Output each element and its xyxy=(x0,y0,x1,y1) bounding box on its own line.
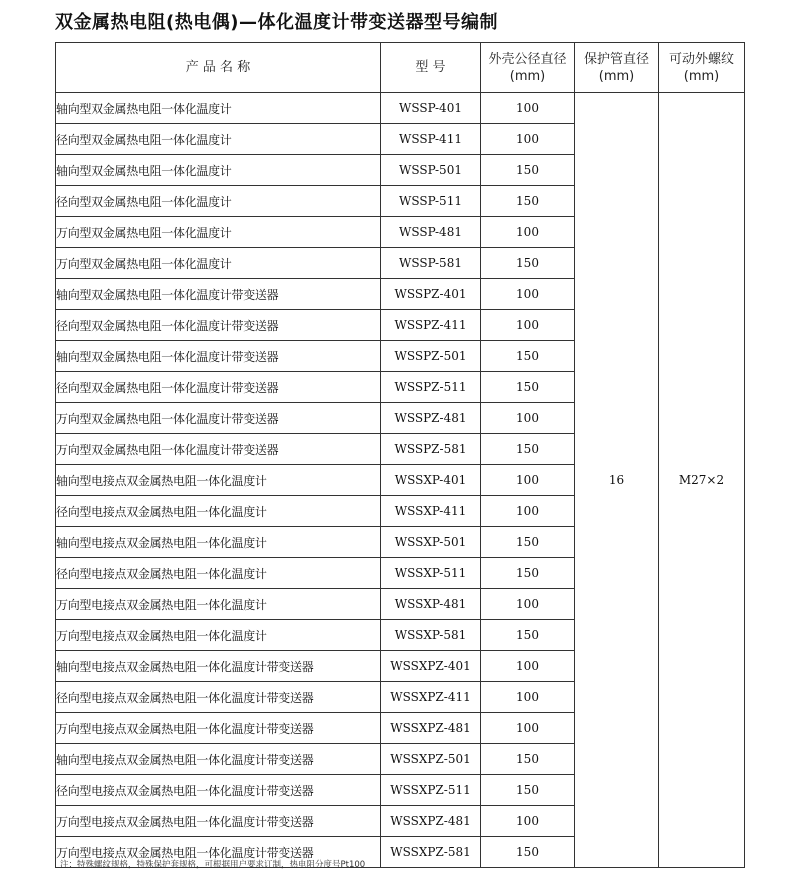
header-tube-diameter xyxy=(575,43,659,93)
product-name-cell: 万向型电接点双金属热电阻一体化温度计带变送器 xyxy=(56,713,381,744)
model-spec-table xyxy=(55,42,745,868)
outer-diameter-cell: 100 xyxy=(481,465,575,496)
product-name-cell: 轴向型电接点双金属热电阻一体化温度计带变送器 xyxy=(56,651,381,682)
footnote: 注：特殊螺纹规格，特殊保护套规格，可根据用户要求订制，热电阻分度号Pt100 xyxy=(60,860,366,870)
product-name-cell: 轴向型双金属热电阻一体化温度计 xyxy=(56,155,381,186)
outer-diameter-cell: 100 xyxy=(481,217,575,248)
model-cell: WSSXPZ-481 xyxy=(381,806,481,837)
product-name-cell: 径向型双金属热电阻一体化温度计 xyxy=(56,186,381,217)
model-cell: WSSPZ-481 xyxy=(381,403,481,434)
model-cell: WSSP-481 xyxy=(381,217,481,248)
product-name-cell: 径向型双金属热电阻一体化温度计带变送器 xyxy=(56,310,381,341)
product-name-cell: 万向型双金属热电阻一体化温度计带变送器 xyxy=(56,403,381,434)
product-name-cell: 径向型电接点双金属热电阻一体化温度计 xyxy=(56,496,381,527)
outer-diameter-cell: 150 xyxy=(481,155,575,186)
header-tube-diameter-label: 保护管直径 xyxy=(583,51,649,67)
outer-diameter-cell: 150 xyxy=(481,186,575,217)
header-outer-diameter-unit: (mm) xyxy=(509,68,546,84)
outer-diameter-cell: 100 xyxy=(481,651,575,682)
product-name-cell: 径向型双金属热电阻一体化温度计 xyxy=(56,124,381,155)
product-name-cell: 轴向型电接点双金属热电阻一体化温度计 xyxy=(56,527,381,558)
product-name-cell: 万向型电接点双金属热电阻一体化温度计 xyxy=(56,620,381,651)
table-body xyxy=(56,93,745,868)
product-name-cell: 径向型电接点双金属热电阻一体化温度计 xyxy=(56,558,381,589)
model-cell: WSSXPZ-511 xyxy=(381,775,481,806)
outer-diameter-cell: 150 xyxy=(481,248,575,279)
model-cell: WSSXP-501 xyxy=(381,527,481,558)
product-name-cell: 轴向型电接点双金属热电阻一体化温度计带变送器 xyxy=(56,744,381,775)
outer-diameter-cell: 150 xyxy=(481,527,575,558)
outer-diameter-cell: 100 xyxy=(481,93,575,124)
model-cell: WSSXP-481 xyxy=(381,589,481,620)
product-name-cell: 万向型双金属热电阻一体化温度计 xyxy=(56,248,381,279)
model-cell: WSSXPZ-401 xyxy=(381,651,481,682)
model-cell: WSSXP-411 xyxy=(381,496,481,527)
model-cell: WSSXPZ-501 xyxy=(381,744,481,775)
product-name-cell: 轴向型双金属热电阻一体化温度计 xyxy=(56,93,381,124)
product-name-cell: 轴向型双金属热电阻一体化温度计带变送器 xyxy=(56,341,381,372)
outer-diameter-cell: 150 xyxy=(481,558,575,589)
model-cell: WSSXP-401 xyxy=(381,465,481,496)
model-cell: WSSXPZ-581 xyxy=(381,837,481,868)
thread-cell: M27×2 xyxy=(659,93,745,868)
model-cell: WSSXPZ-481 xyxy=(381,713,481,744)
outer-diameter-cell: 150 xyxy=(481,620,575,651)
product-name-cell: 万向型电接点双金属热电阻一体化温度计带变送器 xyxy=(56,837,381,868)
product-name-cell: 径向型双金属热电阻一体化温度计带变送器 xyxy=(56,372,381,403)
model-cell: WSSPZ-581 xyxy=(381,434,481,465)
outer-diameter-cell: 150 xyxy=(481,837,575,868)
product-name-cell: 轴向型双金属热电阻一体化温度计带变送器 xyxy=(56,279,381,310)
table-header-row xyxy=(56,43,745,93)
outer-diameter-cell: 100 xyxy=(481,124,575,155)
header-thread xyxy=(659,43,745,93)
model-cell: WSSXP-511 xyxy=(381,558,481,589)
product-name-cell: 径向型电接点双金属热电阻一体化温度计带变送器 xyxy=(56,775,381,806)
product-name-cell: 万向型双金属热电阻一体化温度计带变送器 xyxy=(56,434,381,465)
model-cell: WSSP-501 xyxy=(381,155,481,186)
outer-diameter-cell: 100 xyxy=(481,403,575,434)
product-name-cell: 轴向型电接点双金属热电阻一体化温度计 xyxy=(56,465,381,496)
outer-diameter-cell: 150 xyxy=(481,744,575,775)
outer-diameter-cell: 100 xyxy=(481,279,575,310)
outer-diameter-cell: 100 xyxy=(481,713,575,744)
outer-diameter-cell: 150 xyxy=(481,775,575,806)
model-cell: WSSXPZ-411 xyxy=(381,682,481,713)
model-cell: WSSP-581 xyxy=(381,248,481,279)
product-name-cell: 万向型电接点双金属热电阻一体化温度计 xyxy=(56,589,381,620)
model-cell: WSSPZ-411 xyxy=(381,310,481,341)
model-cell: WSSP-411 xyxy=(381,124,481,155)
outer-diameter-cell: 100 xyxy=(481,682,575,713)
model-cell: WSSXP-581 xyxy=(381,620,481,651)
header-product-name: 产 品 名 称 xyxy=(56,43,381,93)
header-outer-diameter xyxy=(481,43,575,93)
page-title: 双金属热电阻(热电偶)—体化温度计带变送器型号编制 xyxy=(55,12,498,33)
model-cell: WSSPZ-401 xyxy=(381,279,481,310)
model-cell: WSSPZ-511 xyxy=(381,372,481,403)
outer-diameter-cell: 100 xyxy=(481,310,575,341)
outer-diameter-cell: 150 xyxy=(481,341,575,372)
product-name-cell: 万向型电接点双金属热电阻一体化温度计带变送器 xyxy=(56,806,381,837)
table-row xyxy=(56,93,745,124)
header-thread-label: 可动外螺纹 xyxy=(668,51,734,67)
model-cell: WSSP-511 xyxy=(381,186,481,217)
model-cell: WSSPZ-501 xyxy=(381,341,481,372)
product-name-cell: 径向型电接点双金属热电阻一体化温度计带变送器 xyxy=(56,682,381,713)
header-thread-unit: (mm) xyxy=(683,68,720,84)
product-name-cell: 万向型双金属热电阻一体化温度计 xyxy=(56,217,381,248)
outer-diameter-cell: 100 xyxy=(481,806,575,837)
outer-diameter-cell: 100 xyxy=(481,589,575,620)
outer-diameter-cell: 150 xyxy=(481,372,575,403)
tube-diameter-cell: 16 xyxy=(575,93,659,868)
model-cell: WSSP-401 xyxy=(381,93,481,124)
outer-diameter-cell: 150 xyxy=(481,434,575,465)
outer-diameter-cell: 100 xyxy=(481,496,575,527)
header-outer-diameter-label: 外壳公径直径 xyxy=(488,51,567,67)
header-model: 型 号 xyxy=(381,43,481,93)
header-tube-diameter-unit: (mm) xyxy=(598,68,635,84)
